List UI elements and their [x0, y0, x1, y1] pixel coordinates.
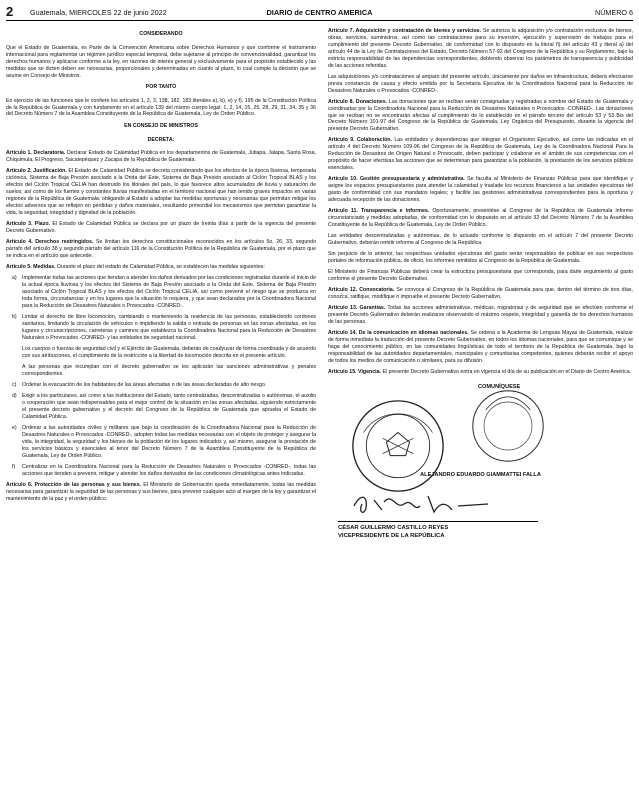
- article-label: Artículo 1. Declaratoria.: [6, 150, 66, 157]
- comuniquese-label: COMUNÍQUESE: [478, 384, 521, 391]
- president-name: ALEJANDRO EDUARDO GIAMMATTEI FALLA: [420, 472, 541, 479]
- right-column: [328, 28, 633, 788]
- measure-item: [6, 275, 316, 310]
- article-text: Se ordena a la Academia de Lenguas Mayas de Guatemala, realizar de forma inmediata la traducción del presente Decreto Gubernativo, en todos los idiomas nacionales, para que se comunique y se haga del conocimiento público, en las comunidades lingüísticas de todo el territorio de la República de Guatemala, bajo la responsabilidad de las autoridades departamentales, municipales y comunitarias competentes, quienes deberán recibir el apoyo de todos los medios de comunicación o similares, para su difusión.: [328, 330, 633, 364]
- measure-text: Implementar todas las acciones que tiendan a atender los daños derivados por las condiciones registradas durante el inicio de la actual época lluviosa y los efectos del Sistema de Baja Presión asociado a la Onda del Este, Sistema de Baja Presión asociado al Ciclón Tropical BLAS y los efectos del Ciclón Tropical CELIA, así como prevenir el riesgo que se produzca en toda forma, circunstancias y en los lugares que la situación lo requiera, y que sean declarados por la Coordinadora Nacional para la Reducción de Desastres Naturales o Provocados -CONRED-.: [22, 275, 316, 309]
- article-text: Las entidades y dependencias que integran el Organismo Ejecutivo, así como las indicadas en el artículo 4 del Decreto Número 109-96 del Congreso de la República de Guatemala, Ley de la Coordinadora Nacional Para la Reducción de Desastres de Origen Natural o Provocado, deben participar y colaborar en el ámbito de sus competencias con el propósito de hacer efectivas las acciones que se determinan para garantizar a la población, la prestación de los servicios públicos esenciales.: [328, 137, 633, 172]
- page-number: 2: [6, 4, 14, 19]
- article-label: Artículo 15. Vigencia.: [328, 368, 382, 375]
- article-text: El Ministerio de Gobernación queda inmediatamente, todas las medidas necesarias para garantizar la seguridad de las personas y sus bienes, para prevenir cualquier acto al margen de la ley y garantizar el mantenimiento de la paz y el orden público.: [6, 481, 316, 502]
- seal-stamp: [468, 386, 548, 466]
- newspaper-name: DIARIO de CENTRO AMERICA: [266, 8, 373, 17]
- article-5: [6, 264, 316, 271]
- article-text: Se faculta al Ministerio de Finanzas Públicas para que identifique y asigne los espacios presupuestarios para atender la calamidad y traslade los recursos financieros a las unidades ejecutoras del gasto de conformidad con sus mandatos legales; y facilite las gestiones administrativas correspondientes para la oportuna y adecuada recepción de las donaciones.: [328, 176, 633, 204]
- measure-item: [6, 464, 316, 478]
- article-label: Artículo 10. Gestión presupuestaria y administrativa.: [328, 176, 465, 183]
- article-label: Artículo 5. Medidas.: [6, 264, 56, 271]
- measure-text: Ordenar a las autoridades civiles y militares que bajo la coordinación de la Coordinadora Nacional para la Reducción de Desastres Naturales o Provocados -CONRED-, adopten todas las medidas necesarias con el objeto de proteger y asegurar la vida, la integridad, la seguridad y los bienes de la población de los lugares indicados y, así mismo, asegurar la prestación de los servicios básicos y esenciales al tenor del Decreto Número 7 de la Asamblea Constituyente de la República de Guatemala, Ley de Orden Público.: [22, 424, 316, 459]
- article-15: [328, 369, 633, 376]
- presidential-seal: [350, 398, 446, 494]
- considerando-heading: CONSIDERANDO: [139, 31, 183, 37]
- article-label: Artículo 13. Garantías.: [328, 305, 386, 312]
- article-11-paragraph: Las entidades descentralizadas y autónomas, de lo actuado conforme lo dispuesto en el artículo 7 del presente Decreto Gubernativo, deberán remitir informe al Congreso de la República.: [328, 233, 633, 247]
- article-7: [328, 28, 633, 70]
- measure-marker: c): [12, 381, 17, 388]
- article-10: [328, 176, 633, 204]
- article-3: [6, 221, 316, 235]
- measure-text: Centralizar en la Coordinadora Nacional para la Reducción de Desastres Naturales o Provocados -CONRED-, todas las acciones que tienden a prevenir, mitigar y atender los daños derivados de las condiciones climatológicas antes indicadas.: [22, 463, 316, 477]
- article-text: Oportunamente, presentése al Congreso de la República de Guatemala informe circunstanciado y medidas adoptadas, de conformidad con lo dispuesto en el artículo 32 del Decreto Número 7 de la Asamblea Constituyente de la República de Guatemala, Ley de Orden Público.: [328, 208, 633, 228]
- consejo-heading: EN CONSEJO DE MINISTROS: [124, 122, 198, 129]
- article-label: Artículo 9. Colaboración.: [328, 137, 392, 144]
- article-4: [6, 239, 316, 260]
- measure-marker: d): [12, 393, 17, 400]
- article-label: Artículo 8. Donaciones.: [328, 98, 388, 105]
- measure-item: [6, 382, 316, 389]
- article-13: [328, 305, 633, 326]
- article-text: Declarar Estado de Calamidad Pública en los departamentos de Guatemala, Jutiapa, Jalapa, Santa Rosa, Chiquimula, El Progreso, Sacatepéquez y Zacapa de la República de Guatemala.: [6, 150, 316, 164]
- vicepresident-title: VICEPRESIDENTE DE LA REPÚBLICA: [338, 532, 445, 539]
- considerando-text: Que el Estado de Guatemala, es Parte de la Convención Americana sobre Derechos Humanos y que conforme el instrumento internacional para reglamentar un régimen jurídico especial temporal, debe sujetarse al principio de convencionalidad, garantizar los derechos humanos y aplicarse conforme a la ley, en razones de interés general y exclusivamente para el propósito establecido y las medidas que se dicten deben ser necesarias, proporcionales y determinadas en cuanto al plazo, lo cual cumple la decisión que se asume en Consejo de Ministros.: [6, 44, 316, 79]
- article-8: [328, 99, 633, 134]
- measure-item: [6, 425, 316, 460]
- measure-marker: f): [12, 463, 16, 470]
- measure-text: Ordenar la evacuación de los habitantes de las áreas afectadas o de las áreas declaradas de alto riesgo.: [22, 381, 267, 388]
- article-text: Se autoriza la adquisición y/o contratación exclusiva de bienes, obras, servicios, suministros, así como las contrataciones para su inversión, ejecución y supervisión de trabajos para el cumplimiento del presente Decreto Gubernativo, de conformidad con lo dispuesto en la literal ñ) del artículo 43 y literal a) del artículo 44 de la Ley de Contrataciones del Estado, Decreto Número 57-92 del Congreso de la República y su Reglamento, bajo la estricta responsabilidad de las dependencias correspondientes, debiendo observar los parámetros de transparencia y publicidad de las acciones referidas.: [328, 28, 633, 69]
- article-11-paragraph: Sin perjuicio de lo anterior, las respectivas unidades ejecutoras del gasto serán responsables de publicar en sus respectivos portales de información pública, de oficio, los informes remitidos al Congreso de la República de Guatemala.: [328, 251, 633, 265]
- article-label: Artículo 7. Adquisición y contratación de bienes y servicios.: [328, 28, 482, 34]
- article-1: [6, 150, 316, 164]
- article-7-paragraph: Las adquisiciones y/o contrataciones al amparo del presente artículo, únicamente por daños en infraestructura, deberá efectuarse previa constancia de causa y efecto emitida por la Secretaría Ejecutiva de la Coordinadora Nacional para la Reducción de Desastres Naturales o Provocados -CONRED-.: [328, 73, 633, 94]
- article-text: El Estado de Calamidad Pública se declara por un plazo de treinta días a partir de la vigencia del presente Decreto Gubernativo.: [6, 221, 316, 235]
- signature-block: [328, 380, 633, 550]
- measure-item: [6, 364, 316, 378]
- portanto-text: En ejercicio de las funciones que le confiere los artículos 1, 2, 3, 138, 182, 183 literales a), b), e) y f), 195 de la Constitución Política de la República de Guatemala y con fundamento en el artículo 139 del mismo cuerpo legal; 1, 2, 14, 15, 25, 28, 29, 31, 34, 35 y 36 del Decreto Número 7 de la Asamblea Constituyente de la República de Guatemala, Ley de Orden Público.: [6, 97, 316, 118]
- article-text: Durante el plazo del estado de Calamidad Pública, se establecen las medidas siguientes:: [57, 264, 265, 271]
- measure-item: [6, 346, 316, 360]
- article-11-paragraph: El Ministerio de Finanzas Públicas deberá crear la estructura presupuestaria que corresponda, para darle seguimiento al gasto conforme el presente Decreto Gubernativo.: [328, 269, 633, 283]
- issue-number: NÚMERO 6: [595, 8, 633, 17]
- measure-text: A las personas que incumplan con el decreto gubernativo se les aplicarán las sanciones administrativas y penales correspondientes.: [22, 363, 316, 377]
- header-date: Guatemala, MIERCOLES 22 de junio 2022: [30, 8, 167, 17]
- page-header: [6, 4, 633, 21]
- vicepresident-name: CÉSAR GUILLERMO CASTILLO REYES: [338, 525, 449, 532]
- measure-text: Limitar el derecho de libre locomoción, cambiando o manteniendo la residencia de las personas, estableciendo cordones sanitarios, limitando la circulación de vehículos o impidiendo la salida o entrada de personas en las zonas afectadas, en los lugares y circunscripciones, carreteras y caminos que establezca la Coordinadora Nacional para la Reducción de Desastres Naturales o Provocados -CONRED- y las entidades de seguridad nacional.: [22, 314, 316, 341]
- measure-text: Los cuerpos o fuerzas de seguridad civil y el Ejército de Guatemala, deberán de coadyuvar de forma coordinada y de acuerdo con sus atribuciones, el cumplimiento de la restricción a la libertad de locomoción descrita en el presente artículo.: [22, 345, 316, 359]
- article-6: [6, 482, 316, 503]
- article-text: Se convoca al Congreso de la República de Guatemala para que, dentro del término de tres días, conozca, ratifique, modifique o impruebe el presente Decreto Gubernativo.: [328, 287, 633, 301]
- article-text: El presente Decreto Gubernativo entra en vigencia el día de su publicación en el Diario de Centro América.: [382, 368, 632, 375]
- measure-marker: e): [12, 424, 17, 431]
- article-14: [328, 330, 633, 365]
- measure-marker: b): [12, 314, 17, 320]
- signature-scribble: [348, 488, 498, 518]
- measures-list: [6, 275, 316, 477]
- article-label: Artículo 14. De la comunicación en idiomas nacionales.: [328, 330, 469, 337]
- article-label: Artículo 11. Transparencia e informes.: [328, 208, 430, 215]
- article-label: Artículo 4. Derechos restringidos.: [6, 239, 94, 246]
- article-12: [328, 287, 633, 301]
- article-11: [328, 208, 633, 229]
- article-9: [328, 137, 633, 172]
- article-text: Las donaciones que se reciban serán consignadas y registradas a nombre del Estado de Guatemala y coordinadas por la Coordinadora Nacional para la Reducción de Desastres Naturales o Provocados -CONRED-. Las donaciones que se reciban no se encontrarán afectas al cumplimiento de lo establecido en el párrafo tercero del artículo 53 y 53 Bis del Decreto Número 101-97 del Congreso de la República de Guatemala, Ley Orgánica del Presupuesto, durante la vigencia del presente Decreto Gubernativo.: [328, 98, 633, 133]
- article-label: Artículo 12. Convocatoria.: [328, 287, 395, 294]
- article-text: El Estado de Calamidad Pública se decreta considerando que los efectos de la época lluviosa, temporada ciclónica, Sistema de Baja Presión asociado a la Onda del Este, Sistema de Baja Presión asociado al Ciclón Tropical BLAS y los efectos del Ciclón Tropical CELIA han destruido los litorales del país, lo que favorece altos acumulados de lluvia y saturación de suelos; así como de los fuertes y constantes lluvias manifestadas en el territorio nacional que han tenido graves impactos en varias regiones de la República de Guatemala; obligando al Estado a adoptar las medidas oportunas y necesarias que permitan mitigar los efectos adversos que se reflejen en pérdidas y daños materiales, resultando primordial los mecanismos que permitan garantizar la vida, la seguridad, integridad y dignidad de la población.: [6, 168, 316, 216]
- article-text: Se limitan los derechos constitucionales reconocidos en los artículos 5o, 26, 33, segundo párrafo del artículo 38 y segundo párrafo del artículo 116 de la Constitución Política de la República de Guatemala, por el plazo que se indica en el artículo que antecede.: [6, 239, 316, 259]
- signature-line: [338, 521, 538, 522]
- measure-marker: a): [12, 275, 17, 282]
- article-label: Artículo 3. Plazo.: [6, 221, 51, 228]
- measure-item: [6, 314, 316, 342]
- article-text: Todas las acciones administrativas, médicas, migratorias y de seguridad que se efectúen conforme el presente Decreto Gubernativo deberán realizarse observando el máximo respeto, integridad y garantía de los derechos humanos de las personas.: [328, 305, 633, 326]
- vicepresident-block: [338, 525, 448, 540]
- left-column: [6, 28, 316, 788]
- measure-item: [6, 393, 316, 421]
- article-2: [6, 168, 316, 216]
- decreta-heading: DECRETA:: [147, 136, 175, 143]
- measure-text: Exigir a los particulares, así como a las instituciones del Estado, tanto centralizadas, descentralizadas o autónomas, el auxilio o cooperación que sean indispensables para el mejor control de la situación en las zonas afectadas, siguiendo estrictamente el presente decreto gubernativo y el decreto del Congreso de la República de Guatemala que aprueba el Estado de Calamidad Pública.: [22, 393, 316, 420]
- article-label: Artículo 2. Justificación.: [6, 168, 67, 175]
- portanto-heading: POR TANTO: [145, 83, 177, 90]
- article-label: Artículo 6. Protección de las personas y sus bienes.: [6, 481, 142, 488]
